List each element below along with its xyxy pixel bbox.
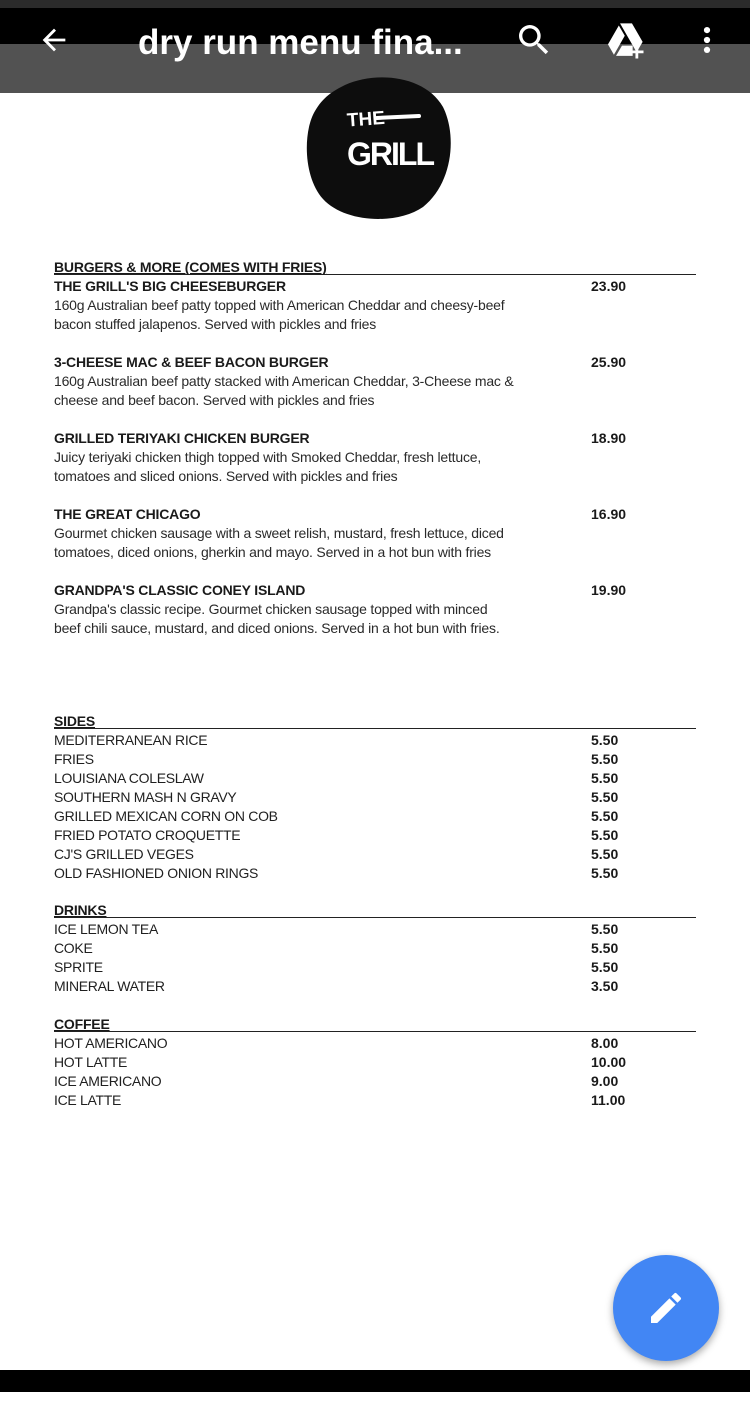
item-price: 23.90 [591, 278, 627, 294]
menu-item [54, 277, 696, 334]
item-price: 5.50 [591, 827, 619, 843]
logo-blob [305, 73, 451, 223]
item-name: ICE LATTE [54, 1092, 122, 1108]
item-price: 5.50 [591, 921, 619, 937]
search-icon [514, 20, 554, 60]
item-price: 16.90 [591, 506, 627, 522]
list-item [54, 845, 696, 864]
list-item [54, 750, 696, 769]
item-description: Juicy teriyaki chicken thigh topped with Smoked Cheddar, fresh lettuce, tomatoes and sliced onions. Served with pickles and fries [54, 449, 482, 484]
add-to-drive-button[interactable] [594, 8, 658, 72]
item-price: 18.90 [591, 430, 627, 446]
item-name: MINERAL WATER [54, 978, 165, 994]
item-description: 160g Australian beef patty topped with American Cheddar and cheesy-beef bacon stuffed jalapenos. Served with pickles and fries [54, 297, 505, 332]
item-price: 5.50 [591, 865, 619, 881]
item-name: LOUISIANA COLESLAW [54, 770, 204, 786]
list-item [54, 920, 696, 939]
logo-text-line2: GRILL [347, 136, 433, 172]
item-name: HOT AMERICANO [54, 1035, 168, 1051]
item-name: COKE [54, 940, 93, 956]
list-item [54, 1091, 696, 1110]
item-name: CJ'S GRILLED VEGES [54, 846, 194, 862]
item-description: 160g Australian beef patty stacked with American Cheddar, 3-Cheese mac & cheese and beef bacon. Served with pickles and fries [54, 373, 514, 408]
item-name: GRANDPA'S CLASSIC CONEY ISLAND [54, 582, 306, 598]
drive-add-icon [605, 19, 647, 61]
item-description: Gourmet chicken sausage with a sweet relish, mustard, fresh lettuce, diced tomatoes, diced onions, gherkin and mayo. Served in a hot bun with fries [54, 525, 504, 560]
item-name: SOUTHERN MASH N GRAVY [54, 789, 237, 805]
section-heading: SIDES [54, 713, 696, 729]
document-title: dry run menu fina... [138, 23, 463, 62]
item-price: 5.50 [591, 940, 619, 956]
menu-item [54, 353, 696, 410]
menu-item [54, 505, 696, 562]
item-price: 11.00 [591, 1092, 626, 1108]
item-price: 5.50 [591, 808, 619, 824]
item-name: SPRITE [54, 959, 103, 975]
item-name: GRILLED MEXICAN CORN ON COB [54, 808, 278, 824]
item-name: THE GRILL'S BIG CHEESEBURGER [54, 278, 286, 294]
list-item [54, 977, 696, 996]
menu-item [54, 581, 696, 638]
list-item [54, 769, 696, 788]
list-item [54, 958, 696, 977]
list-item [54, 1072, 696, 1091]
item-price: 5.50 [591, 959, 619, 975]
item-description: Grandpa's classic recipe. Gourmet chicken sausage topped with minced beef chili sauce, mustard, and diced onions. Served in a hot bun with fries. [54, 601, 500, 636]
item-price: 25.90 [591, 354, 627, 370]
item-name: FRIED POTATO CROQUETTE [54, 827, 241, 843]
item-price: 5.50 [591, 751, 619, 767]
list-item [54, 826, 696, 845]
list-item [54, 1034, 696, 1053]
list-item [54, 864, 696, 883]
section-drinks [54, 902, 696, 996]
section-heading: DRINKS [54, 902, 696, 918]
edit-button[interactable] [613, 1255, 719, 1361]
item-name: ICE AMERICANO [54, 1073, 162, 1089]
more-vert-icon [690, 23, 724, 57]
arrow-back-icon [37, 23, 71, 57]
edit-pencil-icon [646, 1288, 686, 1328]
list-item [54, 731, 696, 750]
list-item [54, 1053, 696, 1072]
item-price: 5.50 [591, 770, 619, 786]
item-name: MEDITERRANEAN RICE [54, 732, 208, 748]
item-name: GRILLED TERIYAKI CHICKEN BURGER [54, 430, 310, 446]
section-sides [54, 713, 696, 883]
item-price: 9.00 [591, 1073, 619, 1089]
item-price: 5.50 [591, 846, 619, 862]
logo-text-line1: THE [346, 107, 386, 132]
search-button[interactable] [502, 8, 566, 72]
item-price: 10.00 [591, 1054, 627, 1070]
back-button[interactable] [22, 8, 86, 72]
item-price: 8.00 [591, 1035, 619, 1051]
menu-item [54, 429, 696, 486]
list-item [54, 807, 696, 826]
the-grill-logo [305, 73, 451, 223]
item-price: 5.50 [591, 789, 619, 805]
pdf-page[interactable] [0, 93, 750, 1370]
list-item [54, 939, 696, 958]
section-coffee [54, 1016, 696, 1110]
item-name: FRIES [54, 751, 94, 767]
item-price: 5.50 [591, 732, 619, 748]
section-burgers [54, 259, 696, 638]
list-item [54, 788, 696, 807]
more-options-button[interactable] [678, 8, 736, 72]
item-name: THE GREAT CHICAGO [54, 506, 201, 522]
item-price: 19.90 [591, 582, 627, 598]
status-strip [0, 0, 750, 8]
item-name: HOT LATTE [54, 1054, 128, 1070]
item-name: 3-CHEESE MAC & BEEF BACON BURGER [54, 354, 329, 370]
item-name: OLD FASHIONED ONION RINGS [54, 865, 259, 881]
bottom-nav-bar [0, 1370, 750, 1392]
item-name: ICE LEMON TEA [54, 921, 158, 937]
item-price: 3.50 [591, 978, 619, 994]
section-heading: BURGERS & MORE (COMES WITH FRIES) [54, 259, 696, 275]
section-heading: COFFEE [54, 1016, 696, 1032]
bottom-edge [0, 1392, 750, 1406]
